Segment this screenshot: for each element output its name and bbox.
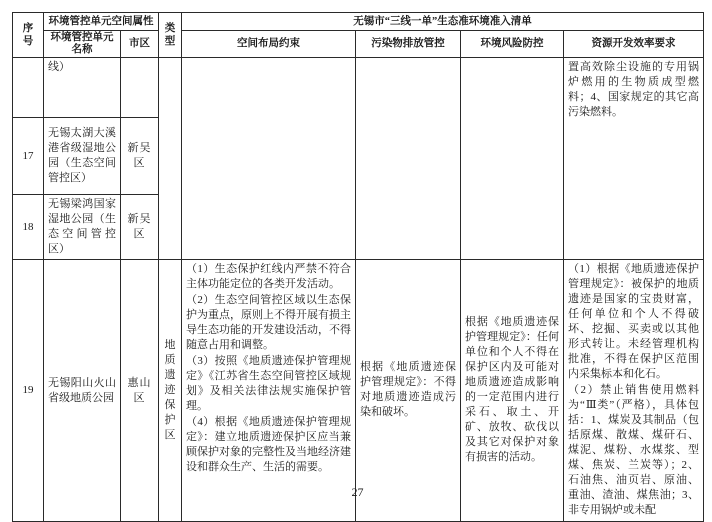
spatial-layout-paragraph: （2）生态空间管控区域以生态保护为重点，原则上不得开展有损主导生态功能的开发建设活动，不得随意占用和调整。 <box>186 294 351 351</box>
row19-risk-cell <box>461 260 564 522</box>
header-risk-prevention: 环境风险防控 <box>461 31 564 58</box>
carryover-type-cell <box>159 58 182 260</box>
carryover-name-cell: 线） <box>44 58 121 118</box>
header-spatial-layout: 空间布局约束 <box>182 31 356 58</box>
row19-spatial-layout-cell <box>182 260 356 522</box>
carryover-district-cell <box>121 58 159 118</box>
row19-district: 惠山区 <box>121 260 159 522</box>
header-type-label: 类型 <box>164 23 176 47</box>
row19-pollution-cell <box>356 260 461 522</box>
header-row-1 <box>13 13 704 31</box>
risk-prevention-text: 根据《地质遗迹保护管理规定》：任何单位和个人不得在保护区内及可能对地质遗迹造成影响的一定范围内进行采石、取土、开矿、放牧、砍伐以及其它对保护对象有损害的活动。 <box>465 316 559 463</box>
row18-name: 无锡梁鸿国家湿地公园（生态空间管控区） <box>44 195 121 260</box>
resource-efficiency-paragraph: （2）禁止销售使用燃料为“Ⅲ类”（严格），具体包括：1、煤炭及其制品（包括原煤、散煤、煤矸石、煤泥、煤粉、水煤浆、型煤、焦炭、兰炭等）；2、石油焦、油页岩、原油、重油、渣油、煤焦油；3、非专用锅炉或未配 <box>568 384 699 516</box>
table-row-carryover <box>13 58 704 118</box>
row18-district: 新吴区 <box>121 195 159 260</box>
row17-seq: 17 <box>13 118 44 195</box>
header-row-2 <box>13 31 704 58</box>
header-resource-efficiency: 资源开发效率要求 <box>564 31 704 58</box>
spatial-layout-paragraph: （3）按照《地质遗迹保护管理规定》《江苏省生态空间管控区域规划》及相关法律法规实施保护管理。 <box>186 355 351 412</box>
carryover-seq-cell <box>13 58 44 118</box>
pollution-control-text: 根据《地质遗迹保护管理规定》：不得对地质遗迹造成污染和破坏。 <box>360 361 456 418</box>
page-number: 27 <box>351 485 364 499</box>
header-type <box>159 13 182 58</box>
carryover-spatial-cell <box>182 58 356 260</box>
header-unit-name: 环境管控单元名称 <box>44 31 121 58</box>
resource-efficiency-paragraph: （1）根据《地质遗迹保护管理规定》：被保护的地质遗迹是国家的宝贵财富，任何单位和个人不得破坏、挖掘、买卖或以其他形式转让。未经管理机构批准，不得在保护区范围内采集标本和化石。 <box>568 263 699 380</box>
carryover-pollution-cell <box>356 58 461 260</box>
row19-seq: 19 <box>13 260 44 522</box>
row17-district: 新吴区 <box>121 118 159 195</box>
access-list-table <box>12 12 704 522</box>
header-seq <box>13 13 44 58</box>
carryover-resource-text: 置高效除尘设施的专用锅炉燃用的生物质成型燃料；4、国家规定的其它高污染燃料。 <box>568 61 699 118</box>
header-seq-label: 序号 <box>22 23 34 47</box>
row19-type: 地质遗迹保护区 <box>159 260 182 522</box>
spatial-layout-paragraph: （1）生态保护红线内严禁不符合主体功能定位的各类开发活动。 <box>186 263 351 290</box>
header-access-list-group: 无锡市“三线一单”生态准环境准入清单 <box>182 13 704 31</box>
header-spatial-attr-group: 环境管控单元空间属性 <box>44 13 159 31</box>
table-row-19 <box>13 260 704 522</box>
header-district: 市区 <box>121 31 159 58</box>
spatial-layout-paragraph: （4）根据《地质遗迹保护管理规定》：建立地质遗迹保护区应当兼顾保护对象的完整性及当地经济建设和群众生产、生活的需要。 <box>186 416 351 473</box>
carryover-risk-cell <box>461 58 564 260</box>
carryover-resource-cell <box>564 58 704 260</box>
header-pollution-control: 污染物排放管控 <box>356 31 461 58</box>
row19-resource-cell <box>564 260 704 522</box>
row19-name: 无锡阳山火山省级地质公园 <box>44 260 121 522</box>
row17-name: 无锡太湖大溪港省级湿地公园（生态空间管控区） <box>44 118 121 195</box>
row18-seq: 18 <box>13 195 44 260</box>
